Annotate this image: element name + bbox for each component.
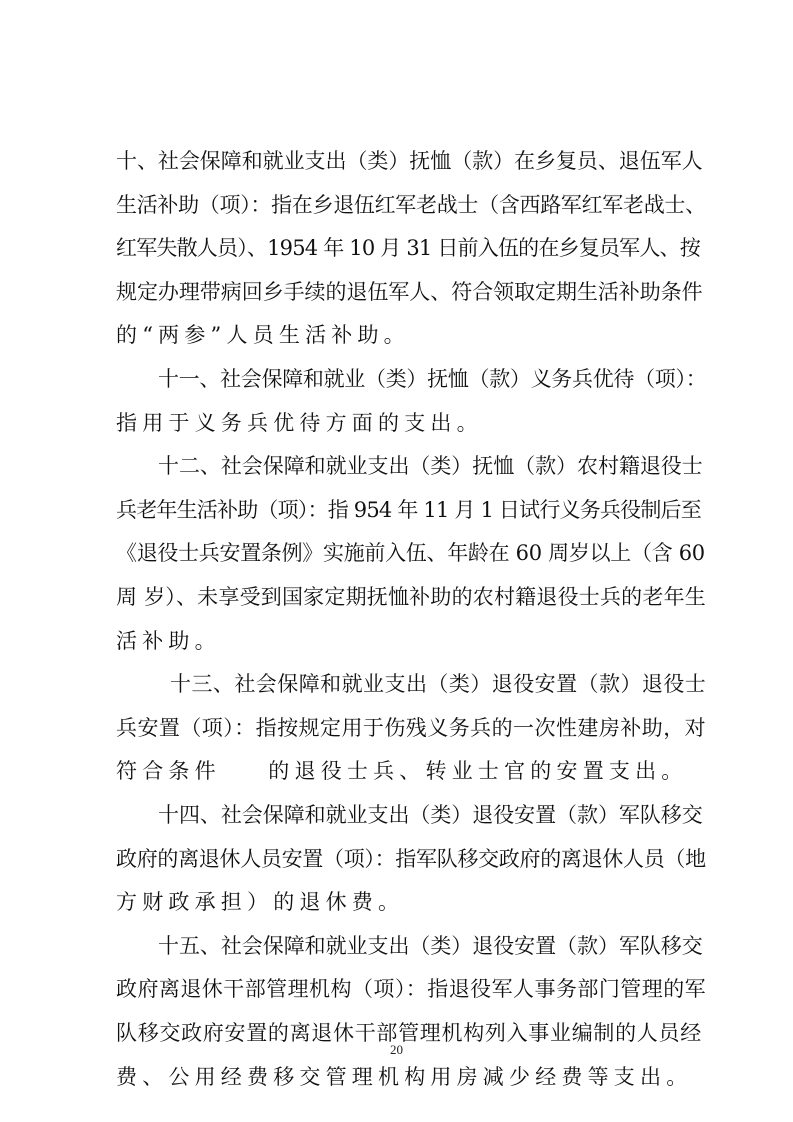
paragraph-10-line-2: 生活补助（项）：指在乡退伍红军老战士（含西路军红军老战士、 [116, 193, 706, 217]
paragraph-15-line-3: 队移交政府安置的离退休干部管理机构列入事业编制的人员经 [116, 1021, 702, 1045]
paragraph-10-line-3: 红军失散人员）、1954 年 10 月 31 日前入伍的在乡复员军人、按 [116, 236, 700, 260]
paragraph-10-line-1: 十、社会保障和就业支出（类）抚恤（款）在乡复员、退伍军人 [116, 149, 703, 173]
paragraph-12-line-1: 十二、社会保障和就业支出（类）抚恤（款）农村籍退役士 [158, 454, 703, 478]
paragraph-12-line-3: 《退役士兵安置条例》实施前入伍、年龄在 60 周岁以上（含 60 [116, 541, 705, 565]
paragraph-10-line-5: 的“两参”人员生活补助。 [116, 323, 410, 347]
paragraph-10-line-4: 规定办理带病回乡手续的退伍军人、符合领取定期生活补助条件 [116, 280, 703, 304]
paragraph-11-line-2: 指用于义务兵优待方面的支出。 [116, 411, 483, 435]
paragraph-13-line-1: 十三、社会保障和就业支出（类）退役安置（款）退役士 [170, 672, 707, 696]
paragraph-12-line-4: 周 岁）、未享受到国家定期抚恤补助的农村籍退役士兵的老年生 [116, 585, 706, 609]
paragraph-13-line-3: 符合条件 的退役士兵、转业士官的安置支出。 [116, 759, 688, 783]
paragraph-12-line-2: 兵老年生活补助（项）：指 954 年 11 月 1 日试行义务兵役制后至 [116, 498, 701, 522]
paragraph-12-line-5: 活补助。 [116, 629, 221, 653]
paragraph-14-line-1: 十四、社会保障和就业支出（类）退役安置（款）军队移交 [158, 803, 703, 827]
paragraph-14-line-2: 政府的离退休人员安置（项）：指军队移交政府的离退休人员（地 [116, 847, 706, 871]
paragraph-13-line-2: 兵安置（项）：指按规定用于伤残义务兵的一次性建房补助，对 [116, 716, 707, 740]
paragraph-15-line-2: 政府离退休干部管理机构（项）：指退役军人事务部门管理的军 [116, 977, 707, 1001]
paragraph-15-line-4: 费、公用经费移交管理机构用房减少经费等支出。 [116, 1065, 693, 1089]
page-number: 20 [390, 1042, 403, 1057]
paragraph-14-line-3: 方财政承担）的退休费。 [116, 890, 405, 914]
paragraph-15-line-1: 十五、社会保障和就业支出（类）退役安置（款）军队移交 [158, 934, 703, 958]
paragraph-11-line-1: 十一、社会保障和就业（类）抚恤（款）义务兵优待（项）： [158, 367, 707, 391]
